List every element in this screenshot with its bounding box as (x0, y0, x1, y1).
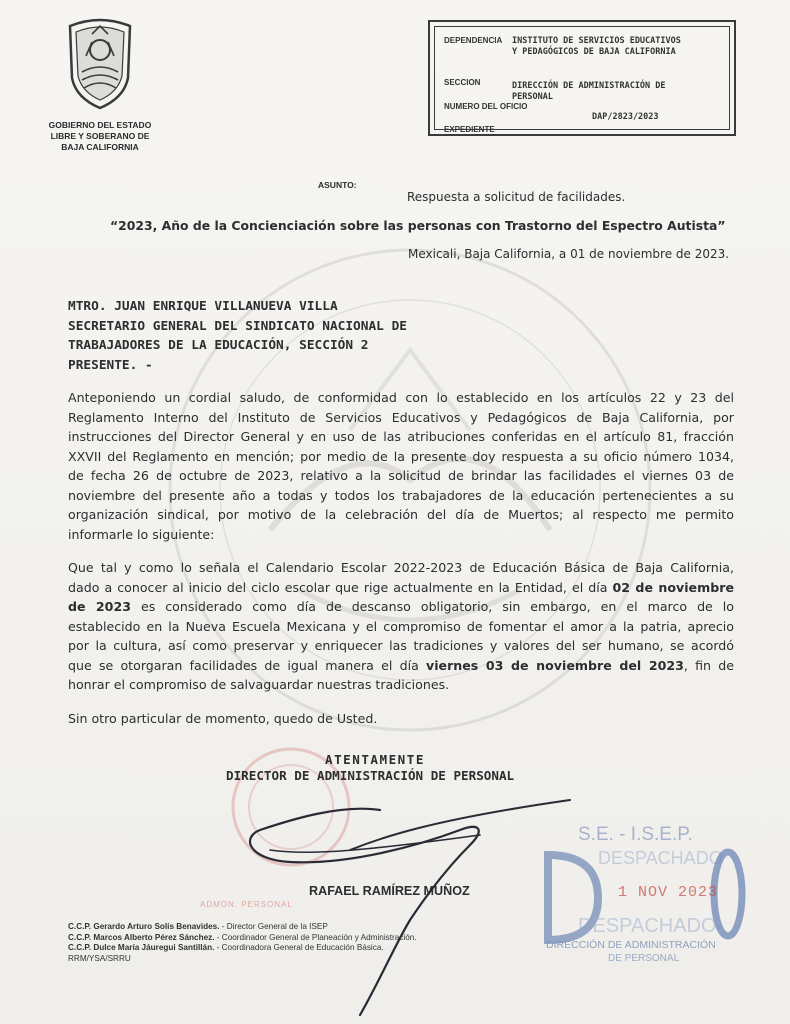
dependencia-label: DEPENDENCIA (444, 36, 503, 45)
ccp-name-2: C.C.P. Marcos Alberto Pérez Sánchez. (68, 932, 215, 942)
seal-caption-line-3: BAJA CALIFORNIA (61, 142, 139, 152)
paragraph-2-line: honrar el compromiso de salvaguardar nuestras tradiciones. (68, 677, 450, 692)
paragraph-2-text: es considerado como día de descanso obligatorio, sin embargo, en el marco de lo (130, 599, 734, 614)
ccp-role-3: - Coordinadora General de Educación Básica. (214, 943, 384, 953)
paragraph-2-line (68, 597, 734, 617)
seccion-value-line-1: DIRECCIÓN DE ADMINISTRACIÓN DE (512, 81, 666, 91)
ccp-role-2: - Coordinador General de Planeación y Administración. (214, 932, 417, 942)
paragraph-1-line: informarle lo siguiente: (68, 526, 215, 542)
stamp-institution-text: S.E. - I.S.E.P. (578, 824, 693, 845)
stamp-department-text: DIRECCIÓN DE ADMINISTRACIÓN (546, 939, 716, 951)
state-coat-of-arms-icon (64, 12, 136, 112)
expediente-label: EXPEDIENTE (444, 125, 495, 134)
recipient-title-line-1: SECRETARIO GENERAL DEL SINDICATO NACIONAL DE (68, 318, 407, 334)
seal-caption-line-1: GOBIERNO DEL ESTADO (48, 120, 152, 130)
stamp-date: 1 NOV 2023 (618, 884, 719, 901)
paragraph-1-line: XXVII del Reglamento en mención; por medio de la presente doy respuesta a su oficio número 1034, (68, 448, 734, 464)
faint-department-stamp: ADMON. PERSONAL (200, 900, 293, 909)
stamp-personal-text: DE PERSONAL (608, 953, 680, 964)
seal-caption-line-2: LIBRE Y SOBERANO DE (50, 131, 150, 141)
granted-date-bold: viernes 03 de noviembre del 2023 (426, 657, 684, 673)
paragraph-2-line (68, 578, 734, 598)
recipient-title-line-2: TRABAJADORES DE LA EDUCACIÓN, SECCIÓN 2 (68, 338, 369, 353)
state-seal-block (40, 12, 160, 153)
paragraph-2-line: establecido en la Nueva Escuela Mexicana y el compromiso de fomentar el amor a la patria, aprecio (68, 618, 734, 634)
office-reference-box (428, 20, 736, 136)
paragraph-1-line: Reglamento Interno del Instituto de Servicios Educativos y Pedagógicos de Baja California, por (68, 409, 734, 425)
reference-initials: RRM/YSA/SRRU (68, 953, 131, 963)
stamp-despachado-top: DESPACHADO (598, 848, 723, 868)
asunto-label: ASUNTO: (318, 180, 357, 190)
ccp-line-1 (68, 922, 417, 933)
recipient-presente: PRESENTE. - (68, 357, 153, 373)
paragraph-2-line (68, 656, 734, 676)
holiday-year-bold: de 2023 (68, 599, 131, 614)
paragraph-2-line: por la cultura, así como preservar y enriquecer las tradiciones y valores del ser humano, se acordó (68, 638, 734, 653)
seccion-value-line-2: PERSONAL (512, 92, 553, 102)
dependencia-value-line-2: Y PEDAGÓGICOS DE BAJA CALIFORNIA (512, 47, 676, 57)
paragraph-2-line: Que tal y como lo señala el Calendario Escolar 2022-2023 de Educación Básica de Baja California, (68, 560, 734, 575)
numero-oficio-value: DAP/2823/2023 (592, 112, 659, 122)
signer-name: RAFAEL RAMÍREZ MUÑOZ (309, 884, 470, 898)
ccp-line-2 (68, 933, 417, 944)
recipient-block (68, 297, 407, 375)
recipient-name: MTRO. JUAN ENRIQUE VILLANUEVA VILLA (68, 299, 338, 314)
ccp-line-3 (68, 943, 417, 954)
dependencia-value (512, 36, 681, 58)
paragraph-2-text: , fin de (683, 657, 734, 673)
ccp-name-1: C.C.P. Gerardo Arturo Solís Benavides. (68, 922, 220, 931)
place-and-date: Mexicali, Baja California, a 01 de noviembre de 2023. (408, 247, 730, 261)
closing-line: Sin otro particular de momento, quedo de Usted. (68, 711, 378, 726)
numero-oficio-label: NUMERO DEL OFICIO (444, 102, 528, 111)
handwritten-signature-icon (230, 790, 610, 1020)
asunto-value: Respuesta a solicitud de facilidades. (407, 190, 626, 204)
signer-title: DIRECTOR DE ADMINISTRACIÓN DE PERSONAL (226, 768, 515, 783)
paragraph-1-line: de fecha 26 de octubre de 2023, relativo a la solicitud de brindar las facilidades el viernes 03 de (68, 468, 734, 483)
paragraph-2-text: dado a conocer al inicio del ciclo escolar que rige actualmente en la Entidad, el día (68, 579, 613, 595)
carbon-copy-list (68, 922, 417, 964)
seccion-value (512, 81, 666, 103)
seccion-label: SECCION (444, 78, 481, 87)
stamp-despachado-bottom: DESPACHADO (578, 915, 717, 937)
dependencia-value-line-1: INSTITUTO DE SERVICIOS EDUCATIVOS (512, 36, 681, 46)
paragraph-1-line: noviembre del presente año a todas y todos los trabajadores de la educación pertenecientes a su (68, 487, 734, 503)
paragraph-1-line: instrucciones del Director General y en uso de las atribuciones conferidas en el artículo 81, fracción (68, 429, 734, 444)
year-motto: “2023, Año de la Concienciación sobre las personas con Trastorno del Espectro Autista” (110, 218, 726, 233)
paragraph-1-line: Anteponiendo un cordial saludo, de conformidad con lo establecido en los artículos 22 y 23 del (68, 390, 734, 405)
body-paragraph-1 (68, 388, 734, 544)
paragraph-1-line: organización sindical, por motivo de la celebración del día de Muertos; al respecto me permito (68, 507, 734, 522)
ccp-role-1: - Director General de la ISEP (219, 922, 328, 931)
paragraph-2-text: que se otorgaran facilidades de igual manera el día (68, 657, 427, 673)
atentamente-label: ATENTAMENTE (325, 752, 425, 767)
ccp-name-3: C.C.P. Dulce María Jáuregui Santillán. (68, 943, 215, 953)
body-paragraph-2 (68, 558, 734, 695)
holiday-date-bold: 02 de noviembre (612, 579, 734, 595)
